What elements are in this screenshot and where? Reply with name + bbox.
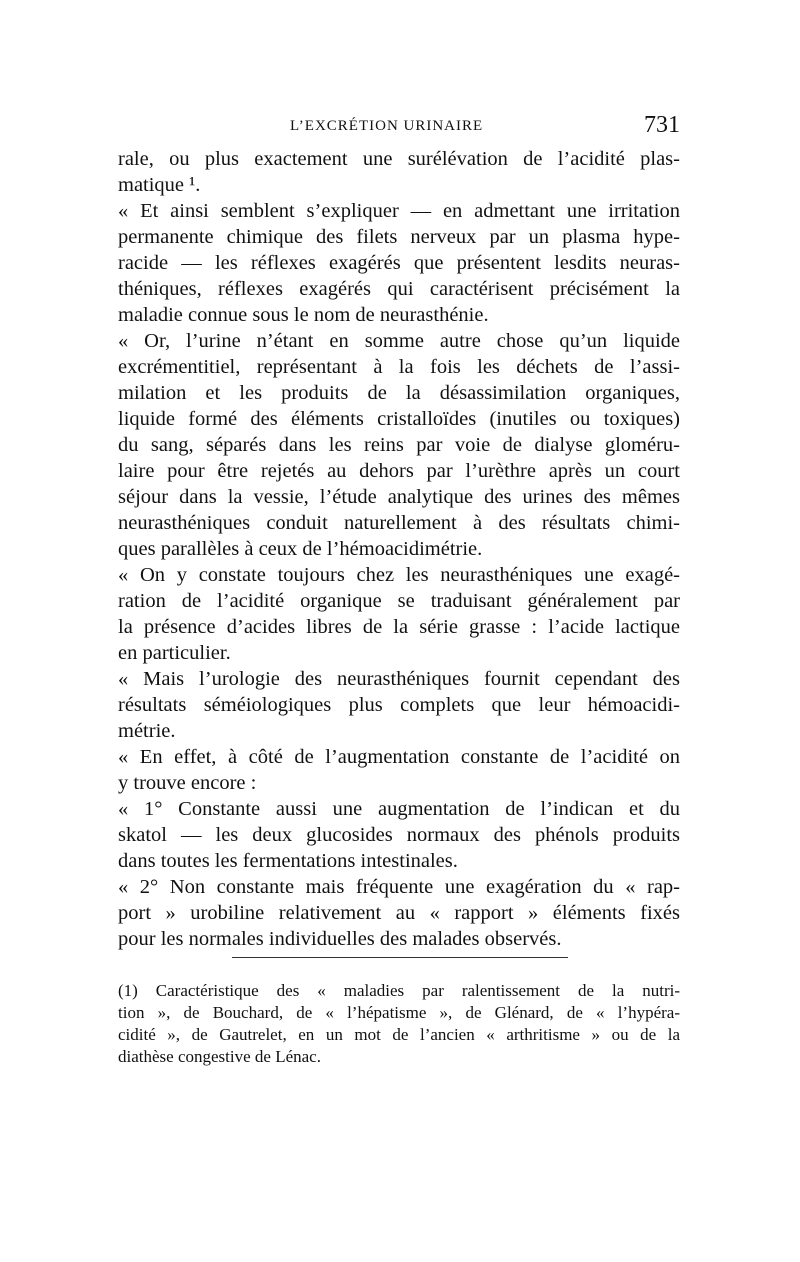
running-title: L’EXCRÉTION URINAIRE: [290, 118, 484, 134]
footnote-line: (1) Caractéristique des « maladies par ralentissement de la nutri-: [118, 981, 680, 1000]
text-line: racide — les réflexes exagérés que présentent lesdits neuras-: [118, 252, 680, 274]
text-line: « On y constate toujours chez les neurasthéniques une exagé-: [118, 564, 680, 586]
footnote-line: tion », de Bouchard, de « l’hépatisme », de Glénard, de « l’hypéra-: [118, 1003, 680, 1022]
text-line: « Or, l’urine n’étant en somme autre chose qu’un liquide: [118, 330, 680, 352]
text-line: « 1° Constante aussi une augmentation de l’indican et du: [118, 798, 680, 820]
text-line: « Mais l’urologie des neurasthéniques fournit cependant des: [118, 668, 680, 690]
footnote-line: cidité », de Gautrelet, en un mot de l’ancien « arthritisme » ou de la: [118, 1025, 680, 1044]
text-line: ques parallèles à ceux de l’hémoacidimétrie.: [118, 538, 483, 560]
footnote-line: diathèse congestive de Lénac.: [118, 1047, 321, 1066]
text-line: port » urobiline relativement au « rapport » éléments fixés: [118, 902, 680, 924]
page-header: [118, 112, 680, 146]
text-line: en particulier.: [118, 642, 231, 664]
text-line: liquide formé des éléments cristalloïdes (inutiles ou toxiques): [118, 408, 680, 430]
text-line: matique ¹.: [118, 174, 201, 196]
text-line: séjour dans la vessie, l’étude analytique des urines des mêmes: [118, 486, 680, 508]
text-line: permanente chimique des filets nerveux par un plasma hype-: [118, 226, 680, 248]
footnote: [118, 980, 680, 1068]
text-line: y trouve encore :: [118, 772, 257, 794]
text-line: théniques, réflexes exagérés qui caractérisent précisément la: [118, 278, 680, 300]
text-line: « Et ainsi semblent s’expliquer — en admettant une irritation: [118, 200, 680, 222]
text-line: skatol — les deux glucosides normaux des phénols produits: [118, 824, 680, 846]
text-line: dans toutes les fermentations intestinales.: [118, 850, 458, 872]
text-line: résultats séméiologiques plus complets que leur hémoacidi-: [118, 694, 680, 716]
text-line: neurasthéniques conduit naturellement à des résultats chimi-: [118, 512, 680, 534]
text-line: ration de l’acidité organique se traduisant généralement par: [118, 590, 680, 612]
text-line: rale, ou plus exactement une surélévation de l’acidité plas-: [118, 148, 680, 170]
text-line: métrie.: [118, 720, 176, 742]
text-line: laire pour être rejetés au dehors par l’urèthre après un court: [118, 460, 680, 482]
text-line: milation et les produits de la désassimilation organiques,: [118, 382, 680, 404]
page-number: 731: [644, 112, 680, 138]
text-line: maladie connue sous le nom de neurasthénie.: [118, 304, 489, 326]
text-line: « 2° Non constante mais fréquente une exagération du « rap-: [118, 876, 680, 898]
text-line: la présence d’acides libres de la série grasse : l’acide lactique: [118, 616, 680, 638]
text-line: du sang, séparés dans les reins par voie de dialyse gloméru-: [118, 434, 680, 456]
footnote-divider: [232, 957, 568, 958]
text-line: « En effet, à côté de l’augmentation constante de l’acidité on: [118, 746, 680, 768]
body-text: [118, 146, 680, 952]
text-line: excrémentitiel, représentant à la fois les déchets de l’assi-: [118, 356, 680, 378]
text-line: pour les normales individuelles des malades observés.: [118, 928, 562, 950]
